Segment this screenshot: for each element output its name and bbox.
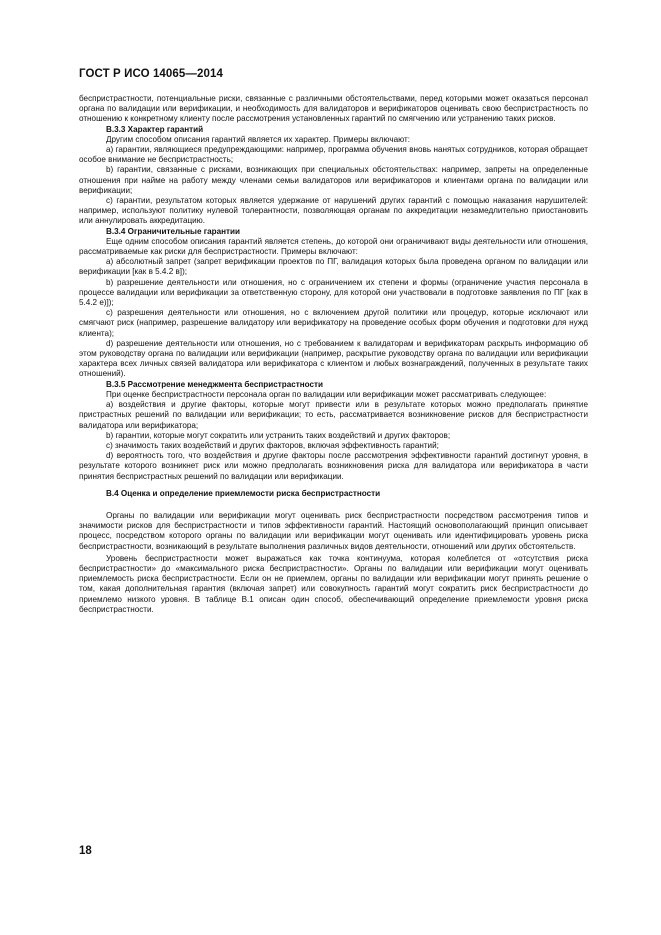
paragraph: Другим способом описания гарантий является их характер. Примеры включают:: [106, 134, 410, 144]
paragraph: Уровень беспристрастности может выражаться как точка континуума, которая колеблется от «отсутствия риска беспристрастности» до «максимального риска беспристрастности». Органы по валидации или верификации могут оценивать приемлемость риска беспристрастности. Если он не приемлем, органы по валидации или верификации могут принять решение о том, какая дополнительная гарантия (включая запрет) или совокупность гарантий могут сократить риск беспристрастности до приемлемо низкого уровня. В таблице В.1 описан один способ, обеспечивающий определение приемлемости уровня риска беспристрастности.: [79, 553, 588, 614]
paragraph: беспристрастности, потенциальные риски, связанные с различными обстоятельствами, перед которыми может оказаться персонал органа по валидации или верификации, и необходимость для валидаторов и верификаторов оценивать свою беспристрастность по отношению к конкретному клиенту после рассмотрения установленных гарантий по смягчению или устранению таких рисков.: [79, 94, 588, 124]
paragraph: Органы по валидации или верификации могут оценивать риск беспристрастности посредством рассмотрения типов и значимости рисков для беспристрастности и типов эффективности гарантий. Настоящий основополагающий принцип описывает процесс, посредством которого органы по валидации или верификации могут оценивать или идентифицировать уровень риска беспристрастности, возникающий в результате выполнения различных видов деятельности, отношений или других обстоятельств.: [79, 510, 588, 551]
list-item: a) гарантии, являющиеся предупреждающими: например, программа обучения вновь нанятых сотрудников, которая обращает особое внимание не беспристрастность;: [79, 145, 588, 165]
list-item: a) воздействия и другие факторы, которые могут привести или в результате которых можно предполагать принятие пристрастных решений по валидации или верификации; то есть, рассматривается возникновение рисков для беспристрастности валидатора или верификатора;: [79, 400, 588, 430]
paragraph: Еще одним способом описания гарантий является степень, до которой они ограничивают виды деятельности или отношения, рассматриваемые как риски для беспристрастности. Примеры включают:: [79, 236, 588, 257]
section-heading-b35: В.3.5 Рассмотрение менеджмента беспристрастности: [106, 379, 323, 389]
list-item: d) разрешение деятельности или отношения, но с требованием к валидаторам и верификаторам раскрыть информацию об этом руководству органа по валидации или верификации (например, раскрытие руководству органа по валидации или верификации характера всех личных связей валидатора или верификатора с клиентом и любых вознаграждений, полученных в результате таких отношений).: [79, 338, 588, 379]
list-item: c) разрешения деятельности или отношения, но с включением другой политики или процедур, которые исключают или смягчают риск (например, разрешение валидатору или верификатору на проведение особых форм обучения и подготовки для нужд клиента);: [79, 308, 588, 338]
document-header: ГОСТ Р ИСО 14065—2014: [79, 68, 224, 80]
section-heading-b4: В.4 Оценка и определение приемлемости риска беспристрастности: [106, 488, 381, 498]
list-item: c) значимость таких воздействий и других факторов, включая эффективность гарантий;: [106, 440, 439, 450]
section-heading-b33: В.3.3 Характер гарантий: [106, 124, 204, 134]
list-item: b) гарантии, которые могут сократить или устранить таких воздействий и других факторов;: [106, 430, 451, 440]
page-number: 18: [79, 845, 92, 857]
paragraph: При оценке беспристрастности персонала орган по валидации или верификации может рассматривать следующее:: [106, 389, 547, 399]
list-item: b) разрешение деятельности или отношения, но с ограничением их степени и формы (ограничение участия персонала в процессе валидации или верификации за ответственную сторону, для которой они участвовали в подготовке заявления по ПГ [как в 5.4.2 е)]);: [79, 277, 588, 308]
document-body: [79, 94, 588, 615]
list-item: c) гарантии, результатом которых является удержание от нарушений других гарантий с помощью наказания нарушителей: например, используют политику нулевой толерантности, позволяющая органам по аккредитации незамедлительно приостановить или аннулировать аккредитацию.: [79, 196, 588, 226]
list-item: b) гарантии, связанные с рисками, возникающих при специальных обстоятельствах: например, запреты на определенные отношения при найме на работу между членами семьи валидаторов или верификаторов и клиентами органа по валидации или верификации;: [79, 165, 588, 195]
list-item: a) абсолютный запрет (запрет верификации проектов по ПГ, валидация которых была проведена органом по валидации или верификации [как в 5.4.2 в]);: [79, 257, 588, 277]
list-item: d) вероятность того, что воздействия и другие факторы после рассмотрения эффективности гарантий достигнут уровня, в результате которого возникнет риск или можно предполагать возникновения риска для валидатора или верификатора в части принятия беспристрастных решений по валидации или верификации.: [79, 451, 588, 481]
section-heading-b34: В.3.4 Ограничительные гарантии: [106, 226, 241, 236]
